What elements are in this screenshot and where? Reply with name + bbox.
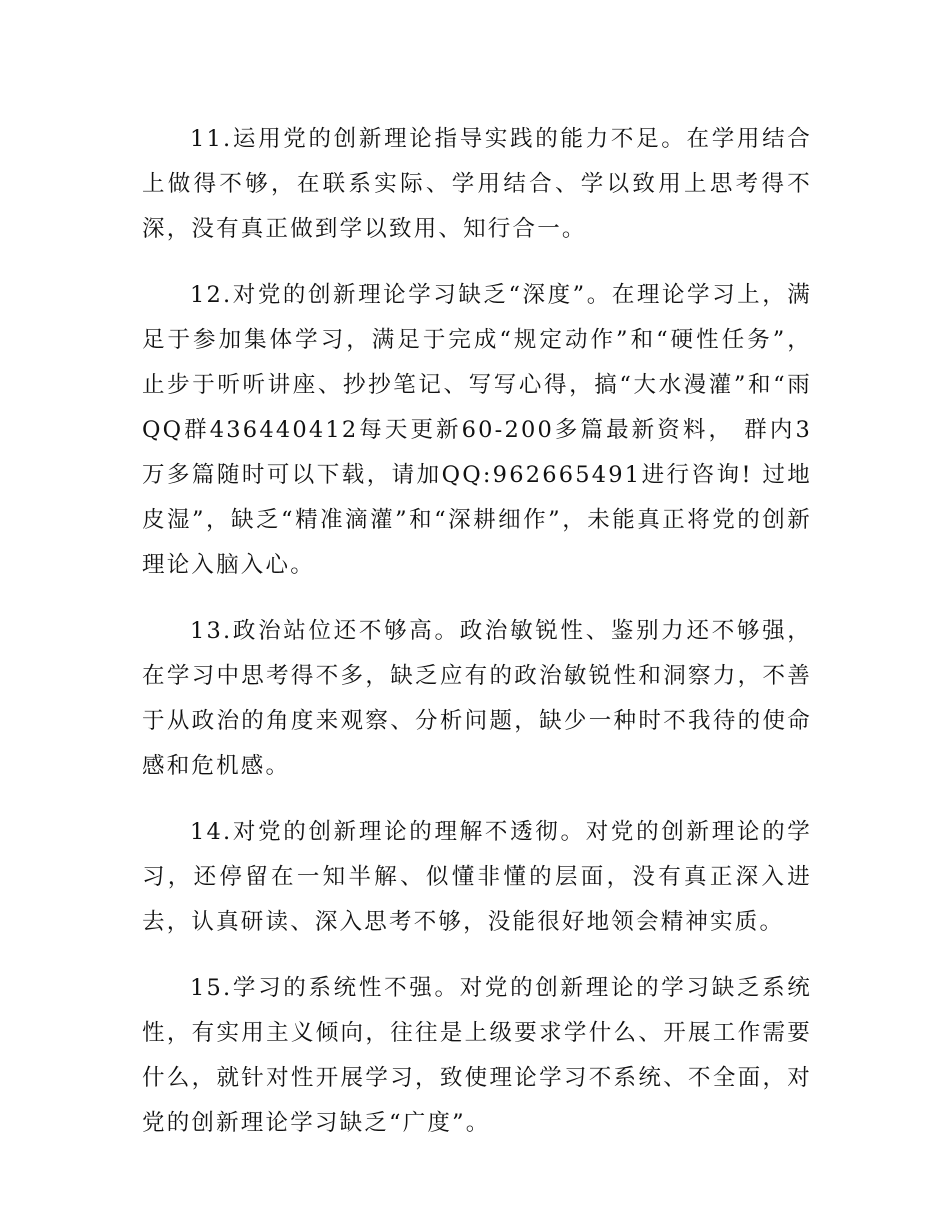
paragraph-11 bbox=[142, 117, 812, 252]
paragraph-14-text: 14.对党的创新理论的理解不透彻。对党的创新理论的学习，还停留在一知半解、似懂非懂的层面，没有真正深入进去，认真研读、深入思考不够，没能很好地领会精神实质。 bbox=[142, 819, 812, 935]
paragraph-13-text: 13.政治站位还不够高。政治敏锐性、鉴别力还不够强，在学习中思考得不多，缺乏应有的政治敏锐性和洞察力，不善于从政治的角度来观察、分析问题，缺少一种时不我待的使命感和危机感。 bbox=[142, 618, 812, 779]
paragraph-13 bbox=[142, 609, 812, 789]
paragraph-12-ad-line-1: QQ群436440412每天更新60-200多篇最新资料， bbox=[142, 417, 735, 443]
paragraph-11-text: 11.运用党的创新理论指导实践的能力不足。在学用结合上做得不够，在联系实际、学用结合、学以致用上思考得不深，没有真正做到学以致用、知行合一。 bbox=[142, 126, 812, 242]
paragraph-15-text: 15.学习的系统性不强。对党的创新理论的学习缺乏系统性，有实用主义倾向，往往是上级要求学什么、开展工作需要什么，就针对性开展学习，致使理论学习不系统、不全面，对党的创新理论学习缺乏“广度”。 bbox=[142, 975, 812, 1136]
paragraph-15 bbox=[142, 966, 812, 1146]
paragraph-12-text-after: 过地皮湿”，缺乏“精准滴灌”和“深耕细作”，未能真正将党的创新理论入脑入心。 bbox=[142, 462, 812, 578]
paragraph-14 bbox=[142, 810, 812, 945]
paragraph-12-text-before: 12.对党的创新理论学习缺乏“深度”。在理论学习上，满足于参加集体学习，满足于完成“规定动作”和“硬性任务”，止步于听听讲座、抄抄笔记、写写心得，搞“大水漫灌”和“雨 bbox=[142, 282, 812, 398]
document-body bbox=[142, 117, 812, 1167]
paragraph-12-ad-line-2: 群内3万多篇随时可以下载，请加QQ:962665491进行咨询! bbox=[142, 417, 812, 488]
paragraph-12 bbox=[142, 273, 812, 588]
